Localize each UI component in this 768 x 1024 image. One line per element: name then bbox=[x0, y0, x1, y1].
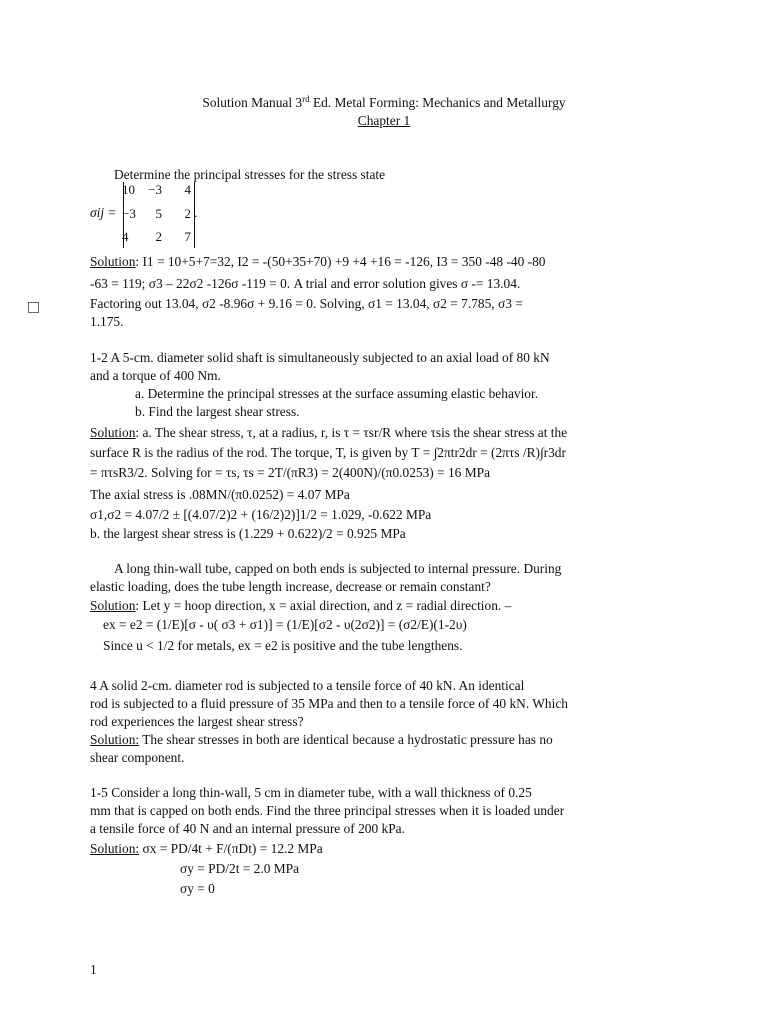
matrix-row: 10 −3 4 bbox=[122, 182, 191, 197]
matrix-label: σij = bbox=[90, 205, 117, 220]
problem3-solution-line: Since u < 1/2 for metals, ex = e2 is positive and the tube lengthens. bbox=[103, 638, 463, 653]
problem2-part-a: a. Determine the principal stresses at the surface assuming elastic behavior. bbox=[135, 386, 539, 401]
problem4-solution-line: Solution: The shear stresses in both are identical because a hydrostatic pressure has no bbox=[90, 732, 553, 747]
checkbox-icon bbox=[28, 302, 39, 313]
matrix-row: −3 5 2 bbox=[122, 206, 191, 221]
problem5-solution-line: Solution: σx = PD/4t + F/(πDt) = 12.2 MPa bbox=[90, 841, 323, 856]
problem2-solution-line: = πτsR3/2. Solving for = τs, τs = 2T/(πR3) = 2(400N)/(π0.0253) = 16 MPa bbox=[90, 465, 491, 480]
problem5-text: a tensile force of 40 N and an internal pressure of 200 kPa. bbox=[90, 821, 405, 836]
problem5-solution-line: σy = PD/2t = 2.0 MPa bbox=[180, 861, 300, 876]
problem5-text: 1-5 Consider a long thin-wall, 5 cm in diameter tube, with a wall thickness of 0.25 bbox=[90, 785, 532, 800]
problem3-solution-line: ex = e2 = (1/E)[σ - υ( σ3 + σ1)] = (1/E)[σ2 - υ(2σ2)] = (σ2/E)(1-2υ) bbox=[103, 617, 467, 632]
chapter-heading: Chapter 1 bbox=[357, 113, 411, 128]
problem4-text: rod experiences the largest shear stress? bbox=[90, 714, 304, 729]
problem3-text: elastic loading, does the tube length increase, decrease or remain constant? bbox=[90, 579, 491, 594]
problem2-solution-line: The axial stress is .08MN/(π0.0252) = 4.07 MPa bbox=[90, 487, 350, 502]
problem1-solution-line: -63 = 119; σ3 – 22σ2 -126σ -119 = 0. A trial and error solution gives σ -= 13.04. bbox=[90, 276, 521, 291]
problem3-text: A long thin-wall tube, capped on both ends is subjected to internal pressure. During bbox=[114, 561, 562, 576]
problem1-prompt: Determine the principal stresses for the stress state bbox=[114, 167, 386, 182]
matrix-body bbox=[122, 182, 198, 248]
matrix-end: . bbox=[194, 205, 198, 220]
problem1-solution-line: Factoring out 13.04, σ2 -8.96σ + 9.16 = 0. Solving, σ1 = 13.04, σ2 = 7.785, σ3 = bbox=[90, 296, 523, 311]
problem2-solution-line: σ1,σ2 = 4.07/2 ± [(4.07/2)2 + (16/2)2)]1/2 = 1.029, -0.622 MPa bbox=[90, 507, 432, 522]
problem2-solution-line: Solution: a. The shear stress, τ, at a radius, r, is τ = τsr/R where τsis the shear stress at the bbox=[90, 425, 568, 440]
problem5-text: mm that is capped on both ends. Find the three principal stresses when it is loaded under bbox=[90, 803, 565, 818]
problem2-text: and a torque of 400 Nm. bbox=[90, 368, 221, 383]
matrix-row: 4 2 7 bbox=[122, 229, 191, 244]
problem2-part-b: b. Find the largest shear stress. bbox=[135, 404, 300, 419]
document-title: Solution Manual 3rd Ed. Metal Forming: Mechanics and Metallurgy bbox=[202, 94, 566, 110]
problem1-solution-line: 1.175. bbox=[90, 314, 124, 329]
page-number: 1 bbox=[90, 962, 97, 977]
problem4-text: 4 A solid 2-cm. diameter rod is subjected to a tensile force of 40 kN. An identical bbox=[90, 678, 525, 693]
problem2-solution-line: b. the largest shear stress is (1.229 + 0.622)/2 = 0.925 MPa bbox=[90, 526, 406, 541]
problem2-solution-line: surface R is the radius of the rod. The torque, T, is given by T = ∫2πtr2dr = (2πτs /R)∫r3dr bbox=[90, 445, 566, 460]
problem2-text: 1-2 A 5-cm. diameter solid shaft is simultaneously subjected to an axial load of 80 kN bbox=[90, 350, 550, 365]
problem3-solution-line: Solution: Let y = hoop direction, x = axial direction, and z = radial direction. – bbox=[90, 598, 512, 613]
problem4-solution-line: shear component. bbox=[90, 750, 185, 765]
problem1-solution-line: Solution: I1 = 10+5+7=32, I2 = -(50+35+70) +9 +4 +16 = -126, I3 = 350 -48 -40 -80 bbox=[90, 254, 546, 269]
problem4-text: rod is subjected to a fluid pressure of 35 MPa and then to a tensile force of 40 kN. Which bbox=[90, 696, 568, 711]
problem5-solution-line: σy = 0 bbox=[180, 881, 215, 896]
